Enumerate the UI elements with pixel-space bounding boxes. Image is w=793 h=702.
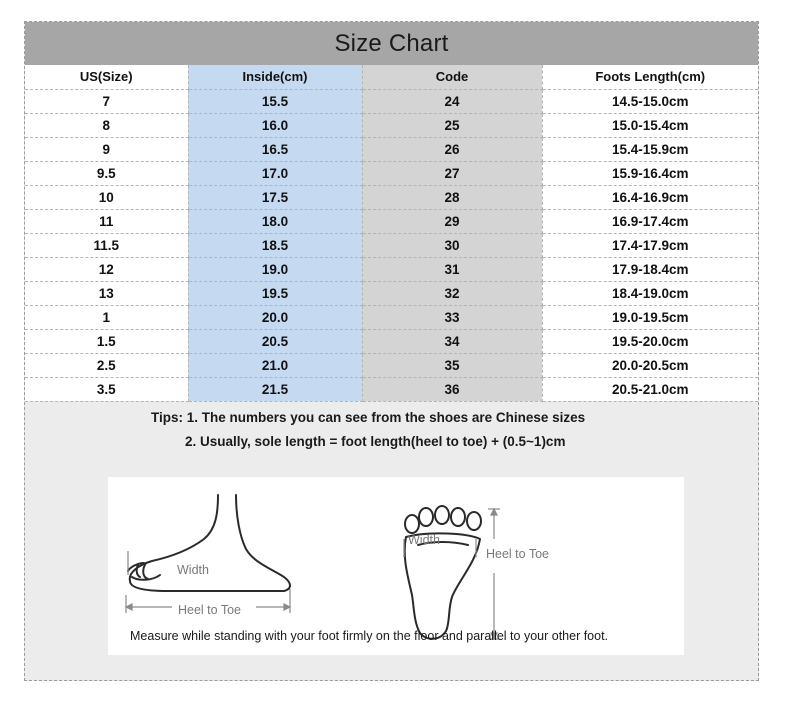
measurement-illustration (108, 477, 684, 655)
cell-foot-length: 15.4-15.9cm (542, 137, 758, 161)
chart-title: Size Chart (25, 22, 758, 65)
cell-inside: 16.5 (188, 137, 362, 161)
cell-foot-length: 18.4-19.0cm (542, 281, 758, 305)
cell-foot-length: 17.4-17.9cm (542, 233, 758, 257)
cell-inside: 21.5 (188, 377, 362, 401)
cell-code: 30 (362, 233, 542, 257)
cell-foot-length: 17.9-18.4cm (542, 257, 758, 281)
cell-us-size: 10 (25, 185, 188, 209)
cell-inside: 20.5 (188, 329, 362, 353)
table-row (25, 353, 758, 377)
cell-inside: 20.0 (188, 305, 362, 329)
table-row (25, 137, 758, 161)
cell-inside: 19.0 (188, 257, 362, 281)
cell-inside: 19.5 (188, 281, 362, 305)
table-row (25, 281, 758, 305)
cell-us-size: 3.5 (25, 377, 188, 401)
header-code: Code (362, 65, 542, 89)
tip-line-1: Tips: 1. The numbers you can see from the shoes are Chinese sizes (151, 410, 586, 425)
table-row (25, 329, 758, 353)
cell-inside: 17.5 (188, 185, 362, 209)
cell-foot-length: 16.9-17.4cm (542, 209, 758, 233)
cell-us-size: 9.5 (25, 161, 188, 185)
cell-us-size: 11 (25, 209, 188, 233)
cell-foot-length: 15.9-16.4cm (542, 161, 758, 185)
header-foot-length: Foots Length(cm) (542, 65, 758, 89)
cell-code: 35 (362, 353, 542, 377)
foot-side-icon (128, 495, 290, 591)
cell-us-size: 9 (25, 137, 188, 161)
cell-code: 32 (362, 281, 542, 305)
measurement-caption: Measure while standing with your foot firmly on the floor and parallel to your other foot. (130, 629, 609, 643)
cell-foot-length: 19.5-20.0cm (542, 329, 758, 353)
cell-us-size: 2.5 (25, 353, 188, 377)
table-row (25, 89, 758, 113)
cell-us-size: 13 (25, 281, 188, 305)
sole-width-label: Width (408, 533, 440, 547)
cell-code: 33 (362, 305, 542, 329)
cell-foot-length: 19.0-19.5cm (542, 305, 758, 329)
cell-code: 29 (362, 209, 542, 233)
cell-foot-length: 14.5-15.0cm (542, 89, 758, 113)
header-inside: Inside(cm) (188, 65, 362, 89)
cell-inside: 18.0 (188, 209, 362, 233)
table-row (25, 305, 758, 329)
side-heel-to-toe-label: Heel to Toe (178, 603, 242, 617)
table-row (25, 113, 758, 137)
size-table (25, 65, 758, 402)
table-row (25, 185, 758, 209)
cell-us-size: 7 (25, 89, 188, 113)
cell-us-size: 11.5 (25, 233, 188, 257)
cell-code: 27 (362, 161, 542, 185)
cell-inside: 18.5 (188, 233, 362, 257)
tip-line-2: 2. Usually, sole length = foot length(heel to toe) + (0.5~1)cm (185, 434, 566, 449)
foot-sole-icon (405, 506, 481, 639)
table-row (25, 209, 758, 233)
cell-code: 34 (362, 329, 542, 353)
table-row (25, 257, 758, 281)
table-row (25, 233, 758, 257)
table-header-row (25, 65, 758, 89)
size-chart-panel (24, 21, 759, 681)
cell-code: 26 (362, 137, 542, 161)
cell-inside: 16.0 (188, 113, 362, 137)
header-us-size: US(Size) (25, 65, 188, 89)
cell-us-size: 8 (25, 113, 188, 137)
table-body (25, 89, 758, 401)
table-row (25, 161, 758, 185)
cell-foot-length: 20.5-21.0cm (542, 377, 758, 401)
cell-us-size: 1 (25, 305, 188, 329)
cell-foot-length: 16.4-16.9cm (542, 185, 758, 209)
table-row (25, 377, 758, 401)
cell-us-size: 12 (25, 257, 188, 281)
cell-foot-length: 15.0-15.4cm (542, 113, 758, 137)
cell-inside: 21.0 (188, 353, 362, 377)
cell-code: 36 (362, 377, 542, 401)
side-width-label: Width (177, 563, 209, 577)
cell-code: 24 (362, 89, 542, 113)
cell-foot-length: 20.0-20.5cm (542, 353, 758, 377)
cell-inside: 15.5 (188, 89, 362, 113)
cell-us-size: 1.5 (25, 329, 188, 353)
sole-heel-to-toe-label: Heel to Toe (486, 547, 550, 561)
cell-code: 25 (362, 113, 542, 137)
cell-inside: 17.0 (188, 161, 362, 185)
cell-code: 31 (362, 257, 542, 281)
cell-code: 28 (362, 185, 542, 209)
